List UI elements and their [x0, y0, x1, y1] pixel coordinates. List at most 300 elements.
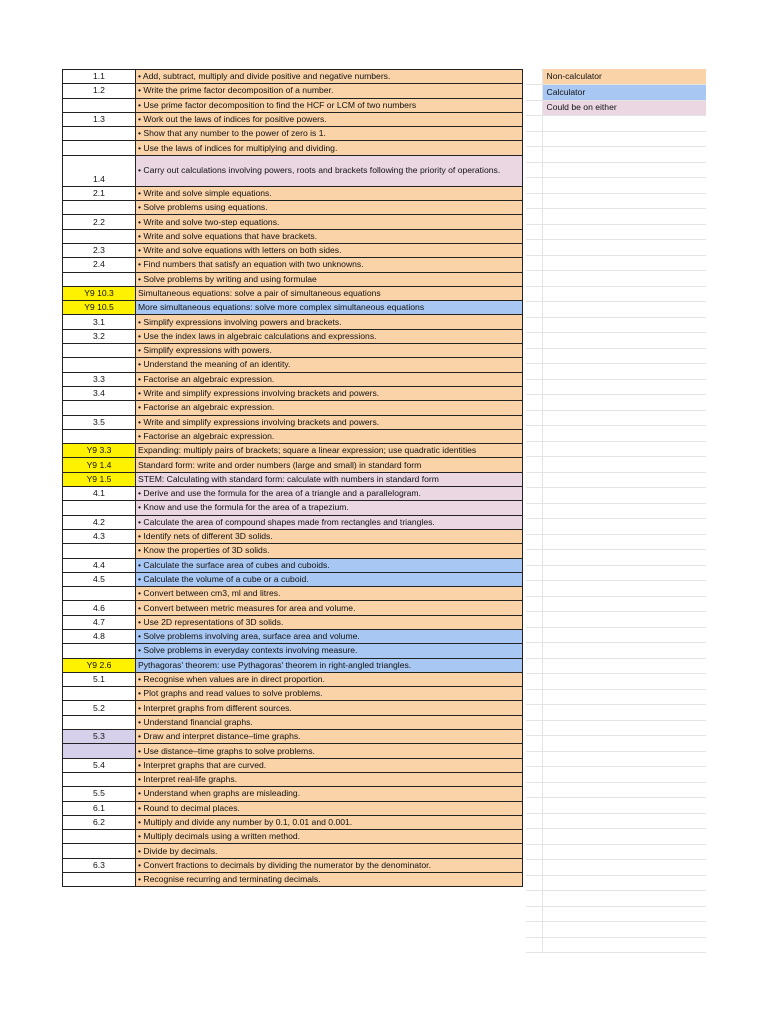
table-row [63, 329, 523, 343]
legend-gap-cell [526, 798, 542, 814]
legend-gap-cell [526, 581, 542, 597]
legend-row [526, 751, 706, 767]
topic-description-cell: • Convert between metric measures for area and volume. [136, 601, 523, 615]
legend-empty-cell [542, 705, 706, 721]
table-row [63, 98, 523, 112]
topic-code-cell: 3.4 [63, 386, 136, 400]
legend-row [526, 488, 706, 504]
legend-gap-cell [526, 193, 542, 209]
legend-empty-cell [542, 906, 706, 922]
table-row [63, 730, 523, 744]
legend-row [526, 426, 706, 442]
legend-empty-cell [542, 829, 706, 845]
legend-empty-cell [542, 364, 706, 380]
topic-description-cell: • Interpret graphs that are curved. [136, 758, 523, 772]
legend-row [526, 209, 706, 225]
table-row [63, 758, 523, 772]
legend-empty-cell [542, 813, 706, 829]
table-row [63, 315, 523, 329]
topic-code-cell [63, 587, 136, 601]
topic-code-cell: 6.1 [63, 801, 136, 815]
topic-code-cell: 1.4 [63, 155, 136, 186]
topic-code-cell: 4.1 [63, 487, 136, 501]
legend-row [526, 581, 706, 597]
table-row [63, 272, 523, 286]
legend-empty-cell [542, 255, 706, 271]
legend-row [526, 612, 706, 628]
legend-gap-cell [526, 364, 542, 380]
topic-code-cell: 4.5 [63, 572, 136, 586]
topic-description-cell: Expanding: multiply pairs of brackets; square a linear expression; use quadratic identities [136, 444, 523, 458]
legend-empty-cell [542, 395, 706, 411]
topic-description-cell: • Know and use the formula for the area of a trapezium. [136, 501, 523, 515]
topic-description-cell: • Use 2D representations of 3D solids. [136, 615, 523, 629]
legend-gap-cell [526, 891, 542, 907]
legend-row [526, 100, 706, 116]
topic-code-cell [63, 544, 136, 558]
topic-description-cell: • Plot graphs and read values to solve problems. [136, 687, 523, 701]
topic-code-cell: 5.4 [63, 758, 136, 772]
legend-row [526, 302, 706, 318]
legend-empty-cell [542, 286, 706, 302]
legend-row [526, 379, 706, 395]
topic-description-cell: • Add, subtract, multiply and divide positive and negative numbers. [136, 70, 523, 84]
legend-row [526, 147, 706, 163]
legend-empty-cell [542, 922, 706, 938]
topic-code-cell: 2.1 [63, 186, 136, 200]
legend-gap-cell [526, 286, 542, 302]
legend-row [526, 829, 706, 845]
topic-description-cell: • Factorise an algebraic expression. [136, 429, 523, 443]
table-row [63, 487, 523, 501]
topic-description-cell: • Simplify expressions involving powers and brackets. [136, 315, 523, 329]
legend-row [526, 410, 706, 426]
legend-empty-cell [542, 674, 706, 690]
topic-code-cell [63, 687, 136, 701]
topic-description-cell: • Write and simplify expressions involving brackets and powers. [136, 415, 523, 429]
legend-empty-cell [542, 503, 706, 519]
topic-description-cell: • Simplify expressions with powers. [136, 344, 523, 358]
legend-empty-cell [542, 379, 706, 395]
table-row [63, 358, 523, 372]
topic-description-cell: • Multiply and divide any number by 0.1, 0.01 and 0.001. [136, 815, 523, 829]
legend-row [526, 674, 706, 690]
topic-code-cell: 3.1 [63, 315, 136, 329]
table-row [63, 715, 523, 729]
legend-row [526, 224, 706, 240]
topic-code-cell [63, 401, 136, 415]
legend-row [526, 503, 706, 519]
legend-gap-cell [526, 829, 542, 845]
topic-code-cell: Y9 1.4 [63, 458, 136, 472]
table-row [63, 301, 523, 315]
topic-description-cell: • Multiply decimals using a written method. [136, 830, 523, 844]
topic-description-cell: • Calculate the area of compound shapes made from rectangles and triangles. [136, 515, 523, 529]
table-row [63, 141, 523, 155]
table-row [63, 544, 523, 558]
topic-description-cell: • Understand when graphs are misleading. [136, 787, 523, 801]
legend-row [526, 193, 706, 209]
table-row [63, 572, 523, 586]
topic-code-cell [63, 744, 136, 758]
topic-description-cell: Pythagoras' theorem: use Pythagoras' theorem in right-angled triangles. [136, 658, 523, 672]
topic-code-cell: 2.3 [63, 243, 136, 257]
legend-gap-cell [526, 457, 542, 473]
legend-row [526, 550, 706, 566]
topic-code-cell: 2.2 [63, 215, 136, 229]
topic-description-cell: • Solve problems in everyday contexts involving measure. [136, 644, 523, 658]
legend-label-calc: Calculator [542, 85, 706, 101]
legend-gap-cell [526, 85, 542, 101]
legend-row [526, 767, 706, 783]
topic-description-cell: • Recognise recurring and terminating decimals. [136, 873, 523, 887]
legend-gap-cell [526, 674, 542, 690]
legend-gap-cell [526, 271, 542, 287]
topic-description-cell: • Show that any number to the power of zero is 1. [136, 127, 523, 141]
legend-row [526, 69, 706, 85]
table-row [63, 672, 523, 686]
legend-gap-cell [526, 658, 542, 674]
topic-code-cell [63, 127, 136, 141]
legend-gap-cell [526, 333, 542, 349]
table-row [63, 372, 523, 386]
table-row [63, 815, 523, 829]
topic-code-cell: 5.3 [63, 730, 136, 744]
legend-gap-cell [526, 317, 542, 333]
table-row [63, 772, 523, 786]
topic-code-cell: Y9 3.3 [63, 444, 136, 458]
topic-code-cell [63, 229, 136, 243]
table-row [63, 386, 523, 400]
legend-gap-cell [526, 69, 542, 85]
legend-empty-cell [542, 534, 706, 550]
legend-gap-cell [526, 209, 542, 225]
legend-row [526, 178, 706, 194]
legend-gap-cell [526, 426, 542, 442]
legend-row [526, 627, 706, 643]
legend-row [526, 472, 706, 488]
legend-empty-cell [542, 410, 706, 426]
table-row [63, 155, 523, 186]
legend-empty-cell [542, 317, 706, 333]
legend-empty-cell [542, 565, 706, 581]
topic-description-cell: • Solve problems involving area, surface area and volume. [136, 629, 523, 643]
topic-code-cell: 3.5 [63, 415, 136, 429]
topic-code-cell: 6.2 [63, 815, 136, 829]
topic-code-cell [63, 272, 136, 286]
topic-description-cell: • Use the laws of indices for multiplying and dividing. [136, 141, 523, 155]
topic-code-cell: 4.2 [63, 515, 136, 529]
legend-empty-cell [542, 457, 706, 473]
topic-description-cell: • Round to decimal places. [136, 801, 523, 815]
topic-description-cell: • Convert between cm3, ml and litres. [136, 587, 523, 601]
legend-empty-cell [542, 224, 706, 240]
topic-description-cell: • Know the properties of 3D solids. [136, 544, 523, 558]
topic-description-cell: • Factorise an algebraic expression. [136, 372, 523, 386]
topic-code-cell: 6.3 [63, 858, 136, 872]
legend-empty-cell [542, 891, 706, 907]
table-row [63, 615, 523, 629]
legend-row [526, 441, 706, 457]
legend-row [526, 255, 706, 271]
topic-description-cell: • Draw and interpret distance–time graphs. [136, 730, 523, 744]
table-row [63, 344, 523, 358]
topic-code-cell: 2.4 [63, 258, 136, 272]
legend-empty-cell [542, 488, 706, 504]
table-row [63, 601, 523, 615]
table-row [63, 286, 523, 300]
topic-code-cell [63, 429, 136, 443]
topic-code-cell: Y9 10.5 [63, 301, 136, 315]
table-row [63, 458, 523, 472]
legend-gap-cell [526, 875, 542, 891]
legend-row [526, 395, 706, 411]
legend-empty-cell [542, 782, 706, 798]
table-row [63, 558, 523, 572]
legend-empty-cell [542, 147, 706, 163]
legend-gap-cell [526, 302, 542, 318]
legend-gap-cell [526, 534, 542, 550]
topic-description-cell: • Derive and use the formula for the area of a triangle and a parallelogram. [136, 487, 523, 501]
table-row [63, 243, 523, 257]
legend-row [526, 891, 706, 907]
legend-gap-cell [526, 922, 542, 938]
table-row [63, 215, 523, 229]
legend-gap-cell [526, 596, 542, 612]
table-row [63, 229, 523, 243]
legend-row [526, 271, 706, 287]
topic-code-cell: 4.6 [63, 601, 136, 615]
legend-empty-cell [542, 162, 706, 178]
topic-description-cell: • Write and simplify expressions involving brackets and powers. [136, 386, 523, 400]
legend-row [526, 658, 706, 674]
legend-row [526, 534, 706, 550]
legend-row [526, 317, 706, 333]
legend-gap-cell [526, 751, 542, 767]
table-row [63, 401, 523, 415]
legend-label-either: Could be on either [542, 100, 706, 116]
topic-code-cell: Y9 2.6 [63, 658, 136, 672]
legend-row [526, 643, 706, 659]
table-row [63, 687, 523, 701]
table-row [63, 258, 523, 272]
legend-row [526, 736, 706, 752]
legend-gap-cell [526, 472, 542, 488]
topic-description-cell: • Understand the meaning of an identity. [136, 358, 523, 372]
legend-row [526, 85, 706, 101]
legend-row [526, 364, 706, 380]
legend-empty-cell [542, 348, 706, 364]
legend-empty-cell [542, 426, 706, 442]
legend-gap-cell [526, 782, 542, 798]
legend-empty-cell [542, 271, 706, 287]
legend-gap-cell [526, 131, 542, 147]
topic-code-cell: 1.3 [63, 112, 136, 126]
legend-empty-cell [542, 844, 706, 860]
topic-code-cell [63, 141, 136, 155]
legend-row [526, 333, 706, 349]
legend-row [526, 596, 706, 612]
legend-gap-cell [526, 379, 542, 395]
legend-row [526, 922, 706, 938]
topic-code-cell: 3.2 [63, 329, 136, 343]
table-row [63, 587, 523, 601]
legend-row [526, 348, 706, 364]
legend-empty-cell [542, 519, 706, 535]
topic-code-cell: 1.1 [63, 70, 136, 84]
legend-gap-cell [526, 503, 542, 519]
topic-description-cell: • Calculate the volume of a cube or a cuboid. [136, 572, 523, 586]
topic-code-cell [63, 344, 136, 358]
topic-description-cell: • Find numbers that satisfy an equation with two unknowns. [136, 258, 523, 272]
legend-gap-cell [526, 147, 542, 163]
legend-gap-cell [526, 519, 542, 535]
legend-gap-cell [526, 100, 542, 116]
legend-empty-cell [542, 209, 706, 225]
legend-gap-cell [526, 643, 542, 659]
legend-gap-cell [526, 116, 542, 132]
topic-table-body [63, 70, 523, 887]
legend-gap-cell [526, 550, 542, 566]
topic-description-cell: • Solve problems using equations. [136, 201, 523, 215]
legend-row [526, 131, 706, 147]
legend-row [526, 116, 706, 132]
topic-code-cell: Y9 10.3 [63, 286, 136, 300]
topic-code-cell [63, 830, 136, 844]
legend-empty-cell [542, 751, 706, 767]
legend-gap-cell [526, 240, 542, 256]
topic-description-cell: • Understand financial graphs. [136, 715, 523, 729]
topic-description-cell: STEM: Calculating with standard form: calculate with numbers in standard form [136, 472, 523, 486]
legend-empty-cell [542, 333, 706, 349]
legend-table [526, 69, 706, 953]
legend-row [526, 813, 706, 829]
topic-description-cell: • Identify nets of different 3D solids. [136, 529, 523, 543]
legend-gap-cell [526, 906, 542, 922]
topic-description-cell: Simultaneous equations: solve a pair of simultaneous equations [136, 286, 523, 300]
legend-empty-cell [542, 596, 706, 612]
topic-description-cell: • Use distance–time graphs to solve problems. [136, 744, 523, 758]
legend-empty-cell [542, 131, 706, 147]
topic-description-cell: Standard form: write and order numbers (large and small) in standard form [136, 458, 523, 472]
topic-code-cell [63, 873, 136, 887]
legend-row [526, 286, 706, 302]
legend-empty-cell [542, 240, 706, 256]
topic-code-cell [63, 98, 136, 112]
topic-table [62, 69, 523, 887]
table-row [63, 873, 523, 887]
topic-code-cell: 5.5 [63, 787, 136, 801]
table-row [63, 472, 523, 486]
legend-gap-cell [526, 224, 542, 240]
table-row [63, 529, 523, 543]
legend-empty-cell [542, 798, 706, 814]
legend-row [526, 240, 706, 256]
legend-empty-cell [542, 581, 706, 597]
legend-row [526, 720, 706, 736]
topic-description-cell: More simultaneous equations: solve more complex simultaneous equations [136, 301, 523, 315]
legend-row [526, 875, 706, 891]
topic-code-cell: 5.2 [63, 701, 136, 715]
topic-description-cell: • Factorise an algebraic expression. [136, 401, 523, 415]
table-row [63, 186, 523, 200]
table-row [63, 844, 523, 858]
topic-code-cell [63, 772, 136, 786]
topic-code-cell: 4.8 [63, 629, 136, 643]
topic-code-cell [63, 844, 136, 858]
topic-description-cell: • Write and solve simple equations. [136, 186, 523, 200]
legend-row [526, 844, 706, 860]
legend-gap-cell [526, 255, 542, 271]
legend-gap-cell [526, 162, 542, 178]
topic-description-cell: • Write and solve equations with letters on both sides. [136, 243, 523, 257]
topic-description-cell: • Divide by decimals. [136, 844, 523, 858]
table-row [63, 744, 523, 758]
table-row [63, 644, 523, 658]
topic-description-cell: • Calculate the surface area of cubes and cuboids. [136, 558, 523, 572]
legend-row [526, 937, 706, 953]
topic-description-cell: • Use the index laws in algebraic calculations and expressions. [136, 329, 523, 343]
legend-gap-cell [526, 410, 542, 426]
topic-description-cell: • Interpret real-life graphs. [136, 772, 523, 786]
legend-gap-cell [526, 844, 542, 860]
table-row [63, 84, 523, 98]
legend-row [526, 519, 706, 535]
table-row [63, 501, 523, 515]
topic-code-cell: Y9 1.5 [63, 472, 136, 486]
legend-empty-cell [542, 302, 706, 318]
topic-description-cell: • Convert fractions to decimals by dividing the numerator by the denominator. [136, 858, 523, 872]
topic-description-cell: • Solve problems by writing and using formulae [136, 272, 523, 286]
topic-description-cell: • Recognise when values are in direct proportion. [136, 672, 523, 686]
legend-gap-cell [526, 395, 542, 411]
legend-empty-cell [542, 116, 706, 132]
legend-gap-cell [526, 178, 542, 194]
topic-description-cell: • Work out the laws of indices for positive powers. [136, 112, 523, 126]
legend-gap-cell [526, 488, 542, 504]
table-row [63, 858, 523, 872]
legend-empty-cell [542, 689, 706, 705]
topic-code-cell [63, 715, 136, 729]
topic-description-cell: • Write and solve two-step equations. [136, 215, 523, 229]
legend-row [526, 162, 706, 178]
topic-code-cell: 1.2 [63, 84, 136, 98]
legend-gap-cell [526, 627, 542, 643]
topic-code-cell [63, 201, 136, 215]
topic-code-cell: 5.1 [63, 672, 136, 686]
legend-empty-cell [542, 612, 706, 628]
legend-empty-cell [542, 643, 706, 659]
legend-empty-cell [542, 472, 706, 488]
legend-gap-cell [526, 736, 542, 752]
table-row [63, 801, 523, 815]
topic-description-cell: • Write the prime factor decomposition of a number. [136, 84, 523, 98]
table-row [63, 429, 523, 443]
legend-empty-cell [542, 736, 706, 752]
legend-empty-cell [542, 720, 706, 736]
table-row [63, 201, 523, 215]
legend-gap-cell [526, 813, 542, 829]
legend-label-nc: Non-calculator [542, 69, 706, 85]
legend-gap-cell [526, 565, 542, 581]
legend-row [526, 860, 706, 876]
topic-code-cell: 4.7 [63, 615, 136, 629]
table-row [63, 701, 523, 715]
topic-description-cell: • Interpret graphs from different sources. [136, 701, 523, 715]
topic-description-cell: • Write and solve equations that have brackets. [136, 229, 523, 243]
legend-empty-cell [542, 767, 706, 783]
legend-row [526, 457, 706, 473]
